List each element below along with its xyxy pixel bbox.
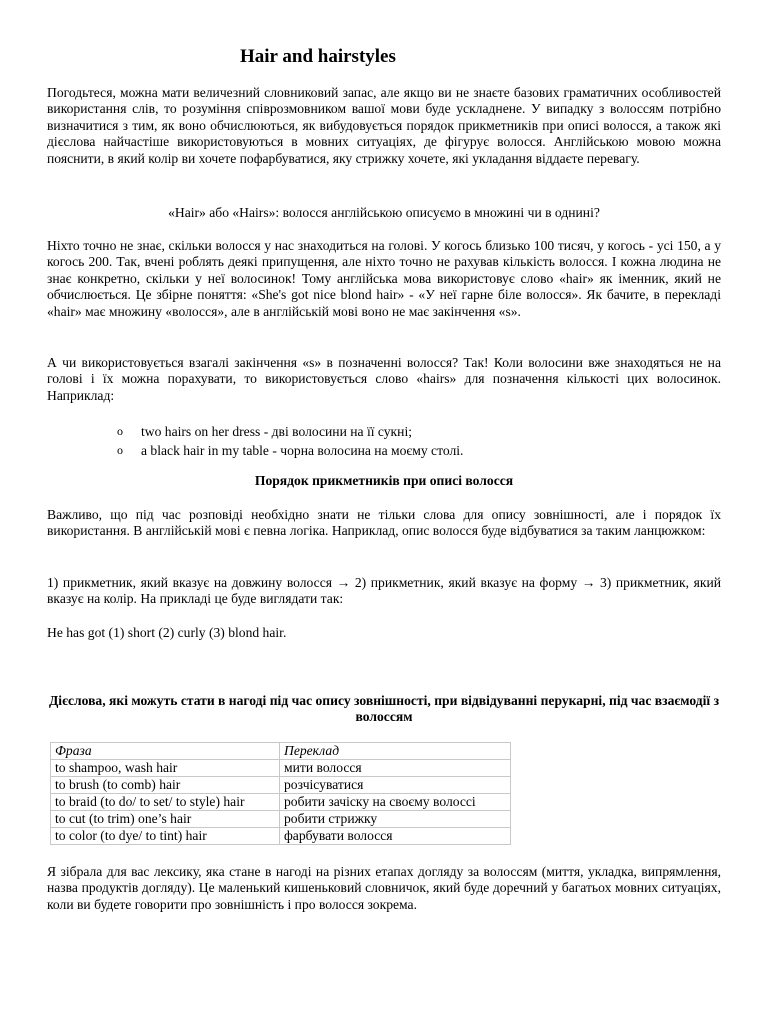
phrase-cell: to cut (to trim) one’s hair: [51, 811, 280, 828]
table-row: [51, 777, 511, 794]
table-header-row: [51, 743, 511, 760]
phrase-cell: to shampoo, wash hair: [51, 760, 280, 777]
list-item: o a black hair in my table - чорна волосина на моєму столі.: [117, 443, 464, 458]
section3-heading: Дієслова, які можуть стати в нагоді під час опису зовнішності, при відвідуванні перукарні, під час взаємодії з волоссям: [48, 693, 720, 725]
translation-cell: розчісуватися: [280, 777, 511, 794]
intro-paragraph: Погодьтеся, можна мати величезний словниковий запас, але якщо ви не знаєте базових граматичних особливостей використання слів, то розуміння співрозмовником вашої мови буде ускладнене. У випадку з волоссям потрібно визначитися з тим, як воно обчислюються, як вибудовується порядок прикметників при описі волосся, а також які дієслова найчастіше використовуються в мовних ситуаціях, де фігурує волосся. Англійською мовою можна пояснити, в який колір ви хочете пофарбуватися, яку стрижку хочете, які укладання віддаєте перевагу.: [47, 85, 721, 166]
translation-cell: робити зачіску на своєму волоссі: [280, 794, 511, 811]
closing-paragraph: Я зібрала для вас лексику, яка стане в нагоді на різних етапах догляду за волоссям (миття, укладка, випрямлення, назва продуктів догляду). Це маленький кишеньковий словничок, який буде доречний у багатьох мовних ситуаціях, коли ви будете говорити про зовнішність і про волосся зокрема.: [47, 864, 721, 912]
phrase-cell: to braid (to do/ to set/ to style) hair: [51, 794, 280, 811]
section1-heading: «Hair» або «Hairs»: волосся англійською описуємо в множині чи в однині?: [168, 205, 600, 220]
table-row: [51, 828, 511, 845]
list-item: o two hairs on her dress - дві волосини на її сукні;: [117, 424, 412, 439]
bullet-circle-icon: o: [117, 443, 123, 457]
translation-cell: робити стрижку: [280, 811, 511, 828]
phrase-cell: to color (to dye/ to tint) hair: [51, 828, 280, 845]
examples-list: [117, 422, 463, 460]
section2-paragraph-2: 1) прикметник, який вказує на довжину волосся → 2) прикметник, який вказує на форму → 3) прикметник, який вказує на колір. На прикладі це буде виглядати так:: [47, 575, 721, 607]
table-row: [51, 760, 511, 777]
section1-paragraph-2: А чи використовується взагалі закінчення «s» в позначенні волосся? Так! Коли волосини вже знаходяться не на голові і їх можна порахувати, то використовується слово «hairs» для позначення кількості цих волосинок. Наприклад:: [47, 355, 721, 403]
section1-paragraph-1: Ніхто точно не знає, скільки волосся у нас знаходиться на голові. У когось близько 100 тисяч, у когось - усі 150, а у когось 200. Так, вчені роблять деякі припущення, але ніхто точно не рахував кількість волосся. І кожна людина не знає конкретно, скільки у неї волосинок! Тому англійська мова використовує слово «hair» як іменник, який не обчислюється. Це збірне поняття: «She's got nice blond hair» - «У неї гарне біле волосся». Як бачите, в перекладі «hair» має множину «волосся», але в англійській мові воно не має закінчення «s».: [47, 238, 721, 319]
translation-cell: фарбувати волосся: [280, 828, 511, 845]
column-header-phrase: Фраза: [51, 743, 280, 760]
bullet-circle-icon: o: [117, 424, 123, 438]
section2-heading: Порядок прикметників при описі волосся: [254, 473, 514, 488]
section2-example: He has got (1) short (2) curly (3) blond hair.: [47, 625, 287, 640]
column-header-translation: Переклад: [280, 743, 511, 760]
translation-cell: мити волосся: [280, 760, 511, 777]
table-row: [51, 811, 511, 828]
table-row: [51, 794, 511, 811]
phrase-cell: to brush (to comb) hair: [51, 777, 280, 794]
section2-paragraph-1: Важливо, що під час розповіді необхідно знати не тільки слова для опису зовнішності, але і порядок їх використання. В англійській мові є певна логіка. Наприклад, опис волосся буде відбуватися за таким ланцюжком:: [47, 507, 721, 539]
vocabulary-table: [50, 742, 511, 845]
page-title: Hair and hairstyles: [240, 46, 396, 67]
